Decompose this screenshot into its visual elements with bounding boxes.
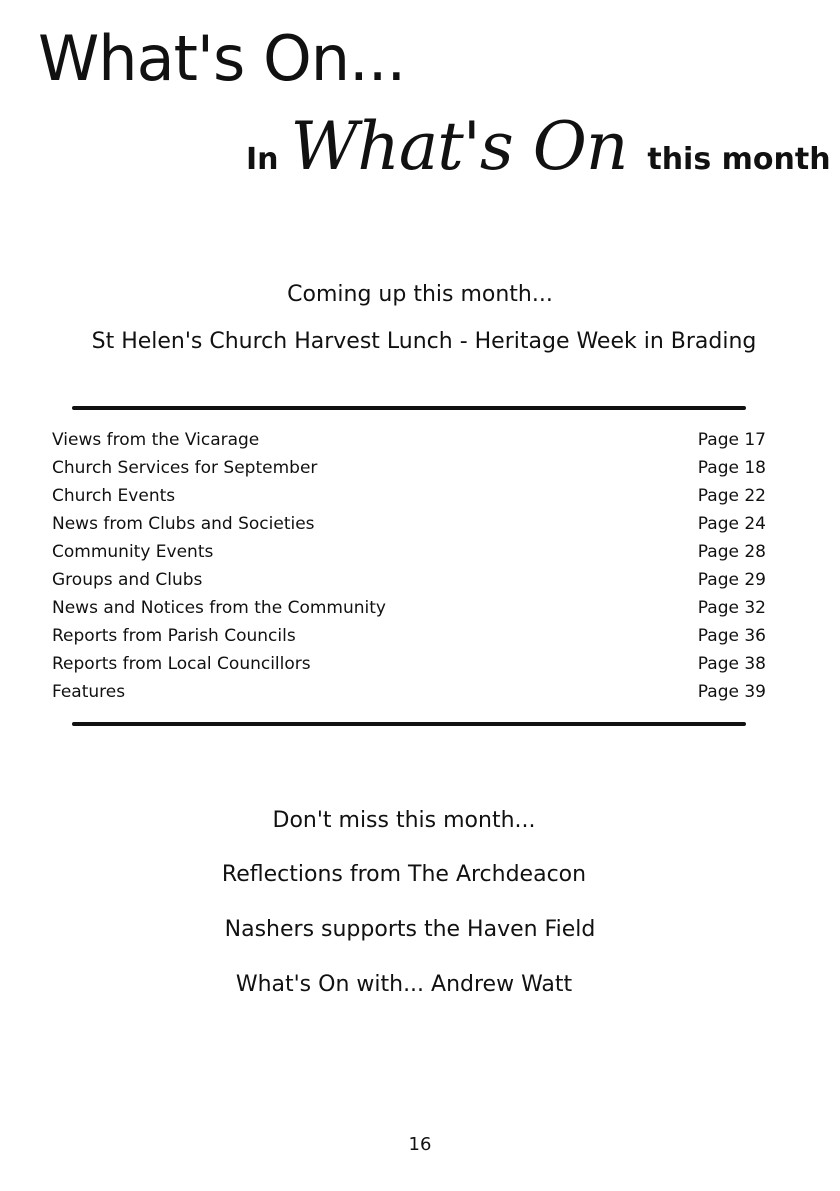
dont-miss-item: Nashers supports the Haven Field [224, 917, 596, 942]
contents-page: Page 17 [697, 430, 766, 450]
page-title: What's On... [38, 22, 406, 95]
contents-row[interactable] [52, 482, 766, 510]
contents-page: Page 18 [697, 458, 766, 478]
contents-row[interactable] [52, 650, 766, 678]
subheading-script-title: What's On [290, 108, 628, 185]
contents-page: Page 38 [697, 654, 766, 674]
subheading-suffix: this month [647, 142, 831, 177]
contents-row[interactable] [52, 678, 766, 706]
contents-page: Page 32 [697, 598, 766, 618]
contents-row[interactable] [52, 426, 766, 454]
contents-label: Community Events [52, 542, 214, 562]
contents-label: News from Clubs and Societies [52, 514, 315, 534]
contents-page: Page 28 [697, 542, 766, 562]
contents-label: Views from the Vicarage [52, 430, 260, 450]
contents-row[interactable] [52, 510, 766, 538]
contents-row[interactable] [52, 566, 766, 594]
contents-page: Page 24 [697, 514, 766, 534]
contents-label: Church Events [52, 486, 176, 506]
contents-label: Church Services for September [52, 458, 318, 478]
section-subheading [246, 108, 831, 185]
contents-label: Reports from Parish Councils [52, 626, 296, 646]
divider-top [72, 406, 746, 410]
coming-up-item: St Helen's Church Harvest Lunch - Heritage Week in Brading [91, 329, 757, 354]
dont-miss-item: Reflections from The Archdeacon [221, 862, 587, 887]
contents-page: Page 29 [697, 570, 766, 590]
contents-row[interactable] [52, 538, 766, 566]
subheading-prefix: In [246, 142, 279, 177]
contents-label: Groups and Clubs [52, 570, 203, 590]
contents-row[interactable] [52, 622, 766, 650]
page-number: 16 [408, 1134, 432, 1155]
coming-up-title: Coming up this month... [287, 282, 553, 307]
contents-label: Reports from Local Councillors [52, 654, 311, 674]
dont-miss-title: Don't miss this month... [272, 808, 536, 833]
contents-page: Page 22 [697, 486, 766, 506]
contents-label: Features [52, 682, 126, 702]
contents-row[interactable] [52, 594, 766, 622]
dont-miss-item: What's On with... Andrew Watt [235, 972, 573, 997]
contents-page: Page 39 [697, 682, 766, 702]
contents-page: Page 36 [697, 626, 766, 646]
contents-row[interactable] [52, 454, 766, 482]
contents-label: News and Notices from the Community [52, 598, 386, 618]
contents-list [52, 426, 766, 706]
divider-bottom [72, 722, 746, 726]
